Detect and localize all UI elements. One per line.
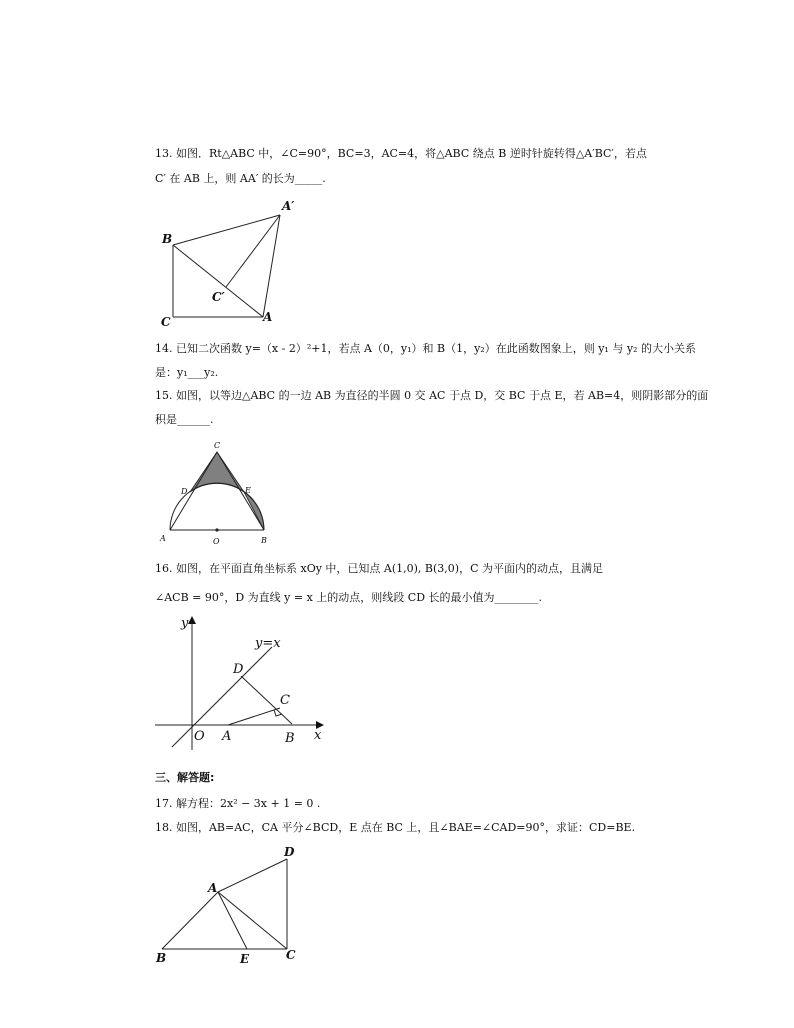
section-3-heading: 三、解答题: [155,771,215,784]
q13-label-A: A [263,310,273,324]
q15-figure [158,438,278,548]
q13-text-line2: C′ 在 AB 上，则 AA′ 的长为_____. [155,172,326,185]
q16-label-B: B [285,731,295,746]
q16-label-A: A [222,729,232,744]
q16-label-x-axis: x [314,728,322,743]
q16-label-C: C [280,693,290,708]
q18-segment-AB [162,892,218,949]
q15-label-O: O [213,537,220,546]
q18-label-B: B [156,951,167,965]
q14-text-line2: 是：y₁___y₂. [155,366,219,379]
q15-shaded-top [190,452,244,492]
q18-label-D: D [284,845,295,859]
q16-label-D: D [233,662,244,677]
q13-segment-AprimeA [263,215,280,317]
q16-label-line: y=x [255,636,281,651]
q18-label-C: C [286,948,296,962]
q15-label-B: B [261,536,267,545]
q13-label-C: C [161,315,171,329]
q13-label-B: B [162,232,173,246]
q16-label-y-axis: y [181,616,189,631]
q13-text-line1: 13. 如图．Rt△ABC 中，∠C=90°，BC=3，AC=4，将△ABC 绕点 B 逆时针旋转得△A′BC′，若点 [155,147,647,160]
q17-text: 17. 解方程：2x² − 3x + 1 = 0 . [155,797,321,810]
q15-label-E: E [245,486,251,495]
q13-label-Aprime: A′ [282,199,295,213]
q15-segment-AC [170,452,217,530]
q15-point-O [215,528,218,531]
q16-segment-AC [228,708,280,725]
q15-label-D: D [181,487,188,496]
q16-figure [150,612,330,752]
q18-segment-AC [218,892,287,949]
q18-label-E: E [240,952,250,966]
q13-label-Cprime: C′ [212,290,225,304]
q18-label-A: A [208,881,218,895]
q18-segment-AE [218,892,247,949]
q13-segment-BAprime [173,215,280,245]
q15-label-A: A [160,534,166,543]
q18-text: 18. 如图，AB=AC，CA 平分∠BCD，E 点在 BC 上，且∠BAE=∠CAD=90°，求证：CD=BE. [155,821,636,834]
q18-segment-AD [218,859,287,892]
q15-segment-BC [217,452,264,530]
q15-text-line1: 15. 如图，以等边△ABC 的一边 AB 为直径的半圆 0 交 AC 于点 D，交 BC 于点 E，若 AB=4，则阴影部分的面 [155,389,709,402]
q14-text-line1: 14. 已知二次函数 y=（x - 2）²+1，若点 A（0，y₁）和 B（1，y₂）在此函数图象上，则 y₁ 与 y₂ 的大小关系 [155,342,696,355]
q18-figure [150,842,310,972]
q16-label-O: O [194,729,205,744]
q13-figure [155,195,305,335]
q16-text-line2: ∠ACB = 90°，D 为直线 y = x 上的动点，则线段 CD 长的最小值为________. [155,591,543,604]
q15-text-line2: 积是______. [155,413,214,426]
q16-text-line1: 16. 如图，在平面直角坐标系 xOy 中，已知点 A(1,0), B(3,0)，C 为平面内的动点，且满足 [155,562,604,575]
q15-label-C: C [214,441,221,450]
q13-segment-AprimeCprime [226,215,280,287]
